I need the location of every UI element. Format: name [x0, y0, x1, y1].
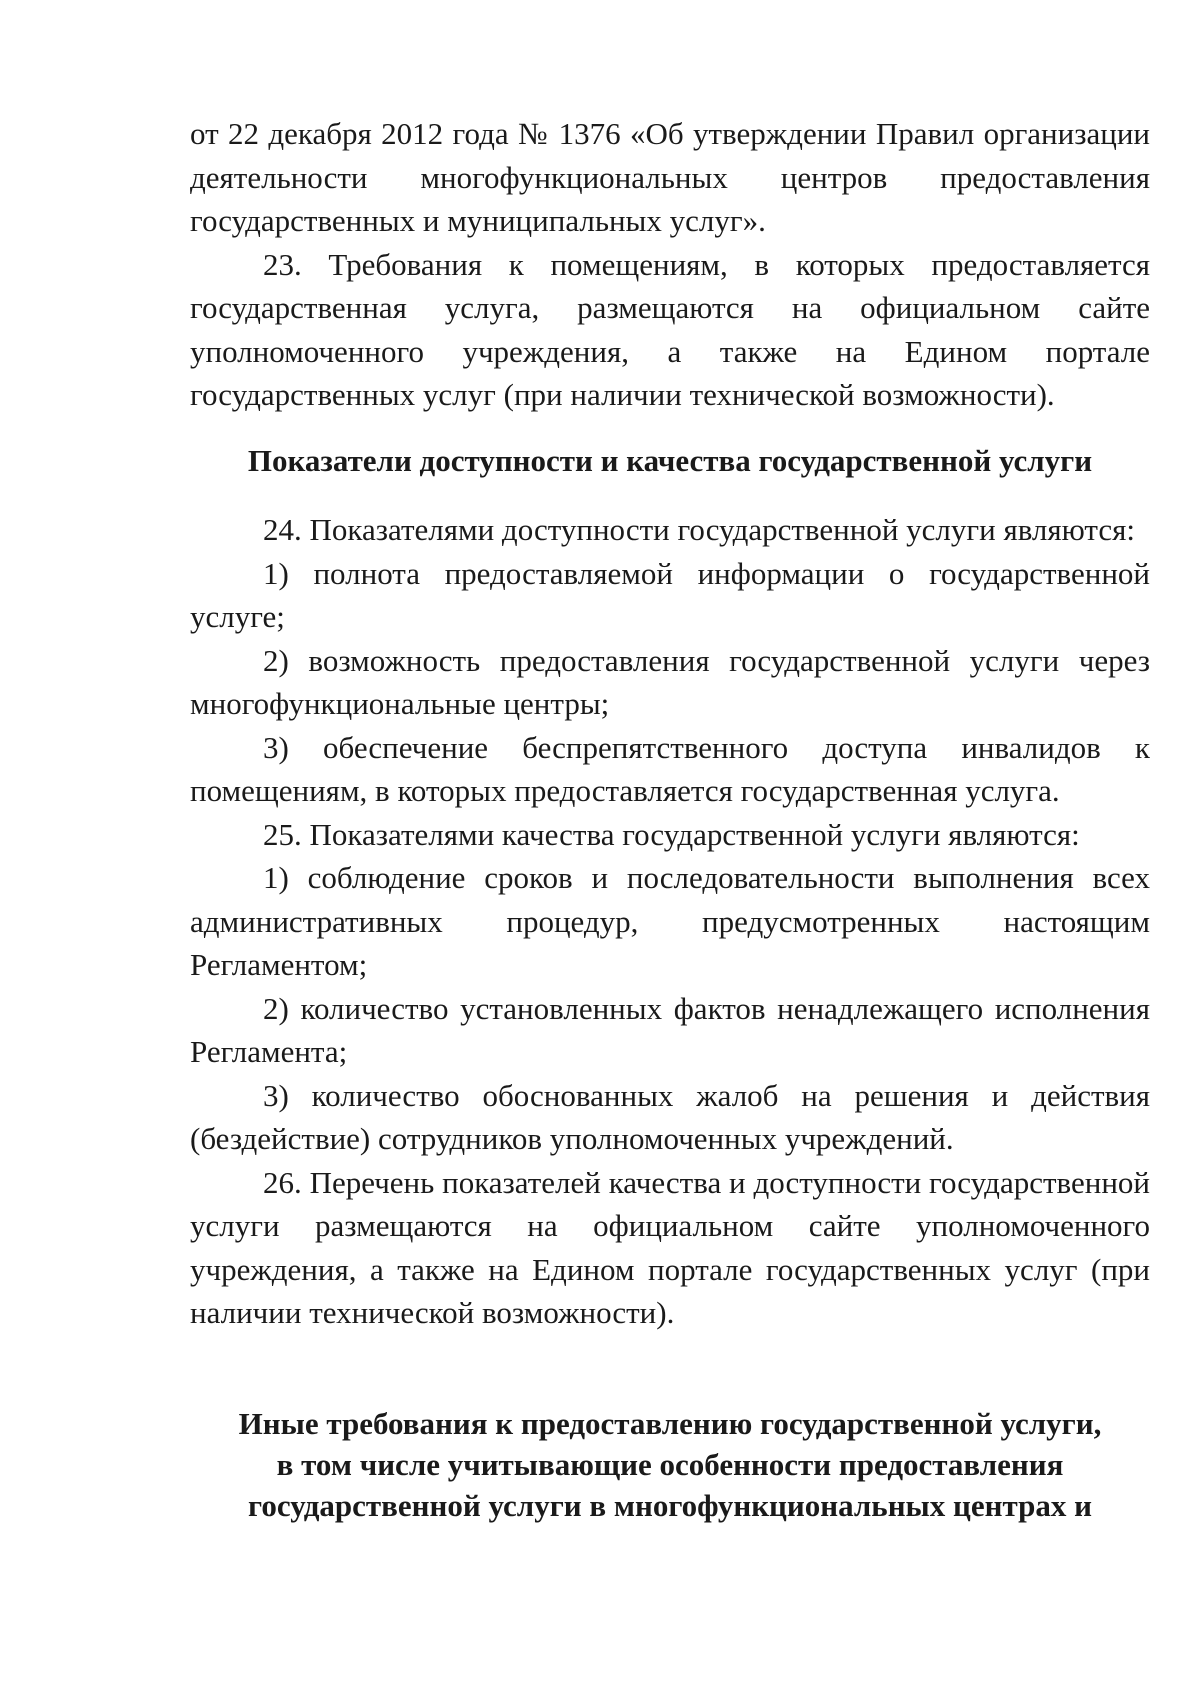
- section-heading-line: Иные требования к предоставлению государственной услуги,: [238, 1405, 1102, 1441]
- paragraph-25-item-3: 3) количество обоснованных жалоб на решения и действия (бездействие) сотрудников уполномоченных учреждений.: [190, 1077, 1150, 1156]
- paragraph-24-item-3: 3) обеспечение беспрепятственного доступа инвалидов к помещениям, в которых предоставляется государственная услуга.: [190, 729, 1150, 808]
- paragraph-25: 25. Показателями качества государственной услуги являются:: [263, 816, 1080, 852]
- paragraph-26: 26. Перечень показателей качества и доступности государственной услуги размещаются на официальном сайте уполномоченного учреждения, а также на Едином портале государственных услуг (при наличии технической возможности).: [190, 1164, 1150, 1330]
- paragraph-24: 24. Показателями доступности государственной услуги являются:: [263, 512, 1135, 547]
- paragraph-25-item-2: 2) количество установленных фактов ненадлежащего исполнения Регламента;: [190, 990, 1150, 1069]
- section-heading-other-requirements: [190, 1403, 1150, 1526]
- section-heading-accessibility-quality: Показатели доступности и качества государственной услуги: [247, 442, 1093, 478]
- document-body: [190, 112, 1150, 1526]
- paragraph-25-item-1: 1) соблюдение сроков и последовательности выполнения всех административных процедур, предусмотренных настоящим Регламентом;: [190, 860, 1150, 982]
- paragraph-24-item-2: 2) возможность предоставления государственной услуги через многофункциональные центры;: [190, 642, 1150, 721]
- section-heading-line: в том числе учитывающие особенности предоставления: [276, 1446, 1064, 1482]
- section-heading-line: государственной услуги в многофункциональных центрах и: [248, 1487, 1092, 1523]
- paragraph-24-item-1: 1) полнота предоставляемой информации о государственной услуге;: [190, 555, 1150, 634]
- paragraph-continuation: от 22 декабря 2012 года № 1376 «Об утверждении Правил организации деятельности многофункциональных центров предоставления государственных и муниципальных услуг».: [190, 116, 1150, 238]
- paragraph-23: 23. Требования к помещениям, в которых предоставляется государственная услуга, размещаются на официальном сайте уполномоченного учреждения, а также на Едином портале государственных услуг (при наличии технической возможности).: [190, 246, 1150, 412]
